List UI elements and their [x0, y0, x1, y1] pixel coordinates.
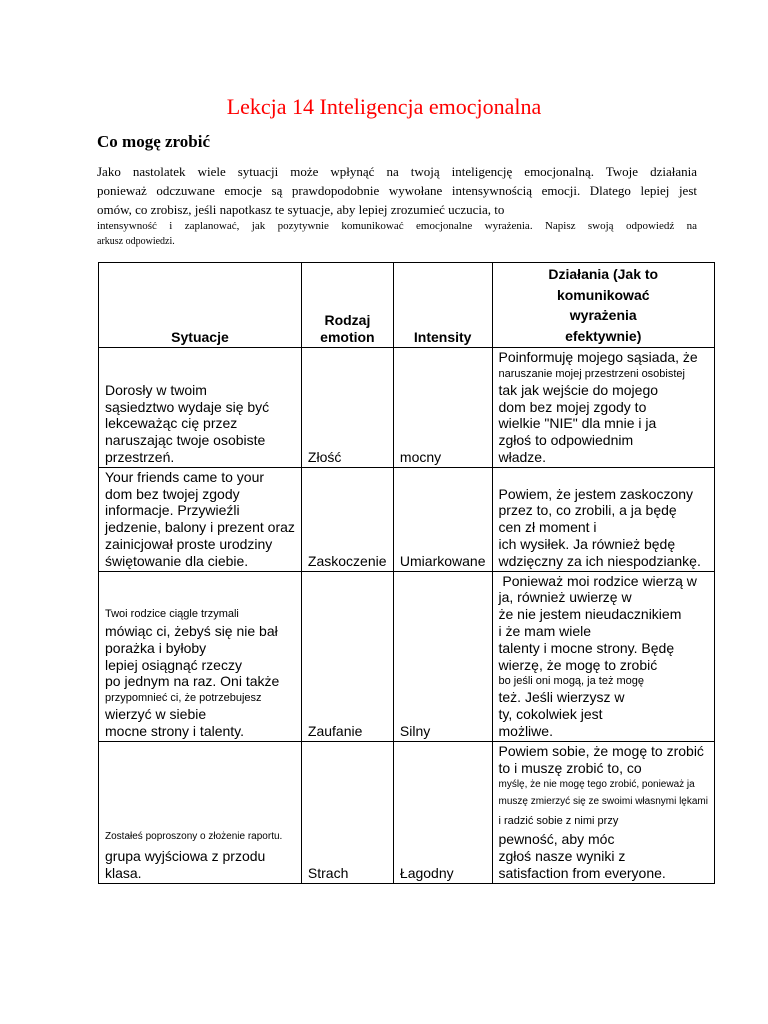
document-title: Lekcja 14 Inteligencja emocjonalna: [226, 94, 542, 119]
table-row: [99, 571, 715, 741]
header-actions: Działania (Jak to komunikować wyrażenia efektywnie): [492, 263, 714, 348]
emotion-cell: Strach: [301, 741, 393, 883]
situation-cell: Your friends came to your dom bez twojej zgody informacje. Przywieźli jedzenie, balony i prezent oraz zainicjował proste urodziny świętowanie dla ciebie.: [99, 467, 302, 571]
table-row: [99, 467, 715, 571]
intensity-cell: mocny: [393, 348, 492, 468]
emotion-cell: Zaufanie: [301, 571, 393, 741]
table-row: [99, 348, 715, 468]
header-intensity: Intensity: [393, 263, 492, 348]
intro-paragraph: [97, 162, 697, 249]
emotion-cell: Zaskoczenie: [301, 467, 393, 571]
table-row: [99, 741, 715, 883]
emotions-table: [98, 262, 715, 884]
intensity-cell: Silny: [393, 571, 492, 741]
intensity-cell: Umiarkowane: [393, 467, 492, 571]
header-situations: Sytuacje: [99, 263, 302, 348]
action-cell: Powiem, że jestem zaskoczony przez to, co zrobili, a ja będę cen zł moment i ich wysiłek. Ja również będę wdzięczny za ich niespodziankę.: [492, 467, 714, 571]
emotion-cell: Złość: [301, 348, 393, 468]
action-cell: Ponieważ moi rodzice wierzą w ja, również uwierzę w że nie jestem nieudacznikiem i że mam wiele talenty i mocne strony. Będę wierzę, że mogę to zrobić bo jeśli oni mogą, ja też mogę też. Jeśli wierzysz w ty, cokolwiek jest możliwe.: [492, 571, 714, 741]
paragraph-line: ponieważ odczuwane emocje są prawdopodobnie wywołane intensywnością emocji. Dlatego lepiej jest: [97, 183, 697, 198]
situation-cell: Twoi rodzice ciągle trzymali mówiąc ci, żebyś się nie bał porażka i byłoby lepiej osiągnąć rzeczy po jednym na raz. Oni także przypomnieć ci, że potrzebujesz wierzyć w siebie mocne strony i talenty.: [99, 571, 302, 741]
situation-cell: Zostałeś poproszony o złożenie raportu. grupa wyjściowa z przodu klasa.: [99, 741, 302, 883]
paragraph-line: omów, co zrobisz, jeśli napotkasz te sytuacje, aby lepiej zrozumieć uczucia, to: [97, 202, 505, 217]
section-heading: Co mogę zrobić: [97, 132, 210, 151]
paragraph-line: Jako nastolatek wiele sytuacji może wpłynąć na twoją inteligencję emocjonalną. Twoje działania: [97, 164, 697, 179]
paragraph-line: intensywność i zaplanować, jak pozytywnie komunikować emocjonalne wyrażenia. Napisz swoją odpowiedź na: [97, 220, 697, 232]
action-cell: Poinformuję mojego sąsiada, że naruszanie mojej przestrzeni osobistej tak jak wejście do mojego dom bez mojej zgody to wielkie "NIE" dla mnie i ja zgłoś to odpowiednim władze.: [492, 348, 714, 468]
header-emotion-type: Rodzaj emotion: [301, 263, 393, 348]
table-header-row: [99, 263, 715, 348]
situation-cell: Dorosły w twoim sąsiedztwo wydaje się być lekceważąc cię przez naruszając twoje osobiste przestrzeń.: [99, 348, 302, 468]
intensity-cell: Łagodny: [393, 741, 492, 883]
paragraph-line: arkusz odpowiedzi.: [97, 236, 175, 247]
action-cell: Powiem sobie, że mogę to zrobić to i muszę zrobić to, co myślę, że nie mogę tego zrobić, ponieważ ja muszę zmierzyć się ze swoimi własnymi lękami i radzić sobie z nimi przy pewność, aby móc zgłoś nasze wyniki z satisfaction from everyone.: [492, 741, 714, 883]
